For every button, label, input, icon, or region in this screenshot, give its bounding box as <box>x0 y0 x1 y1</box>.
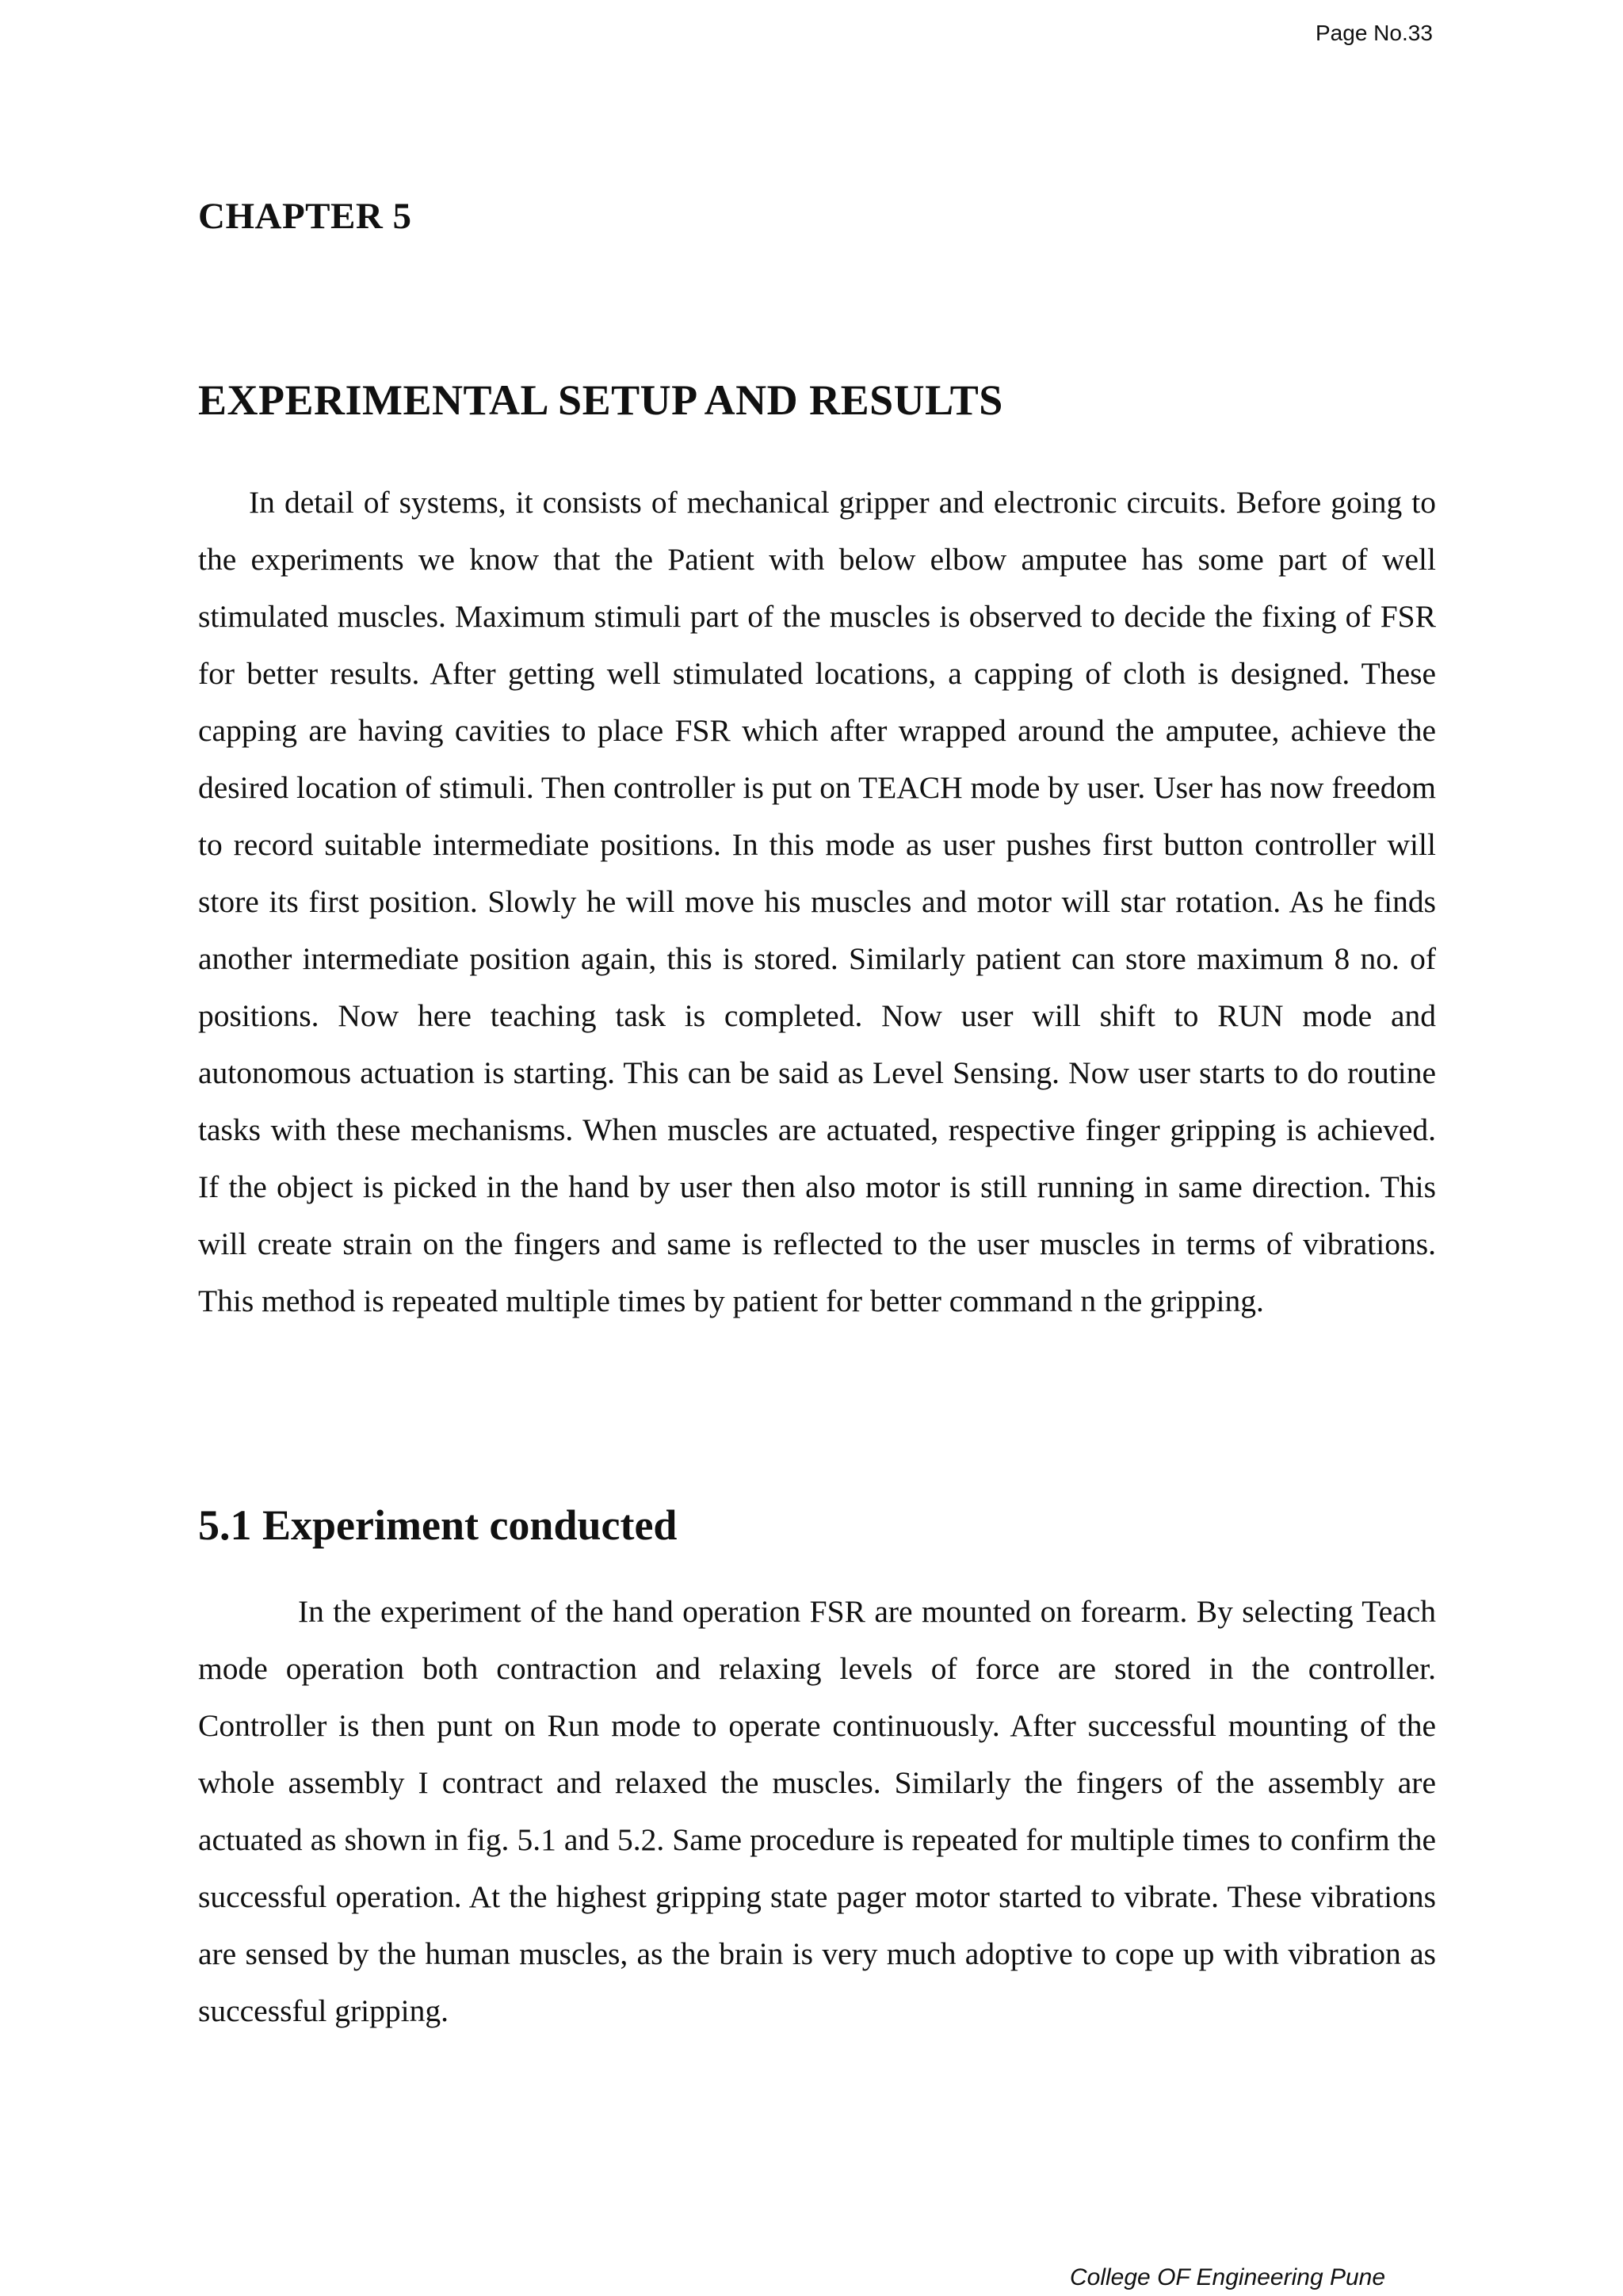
experiment-paragraph: In the experiment of the hand operation FSR are mounted on forearm. By selecting Teach mode operation both contraction and relaxing levels of force are stored in the controller. Controller is then punt on Run mode to operate continuously. After successful mounting of the whole assembly I contract and relaxed the muscles. Similarly the fingers of the assembly are actuated as shown in fig. 5.1 and 5.2. Same procedure is repeated for multiple times to confirm the successful operation. At the highest gripping state pager motor started to vibrate. These vibrations are sensed by the human muscles, as the brain is very much adoptive to cope up with vibration as successful gripping. <box>198 1594 1436 2028</box>
page-number: Page No.33 <box>1316 21 1433 45</box>
intro-paragraph: In detail of systems, it consists of mechanical gripper and electronic circuits. Before going to the experiments we know that the Patient with below elbow amputee has some part of well stimulated muscles. Maximum stimuli part of the muscles is observed to decide the fixing of FSR for better results. After getting well stimulated locations, a capping of cloth is designed. These capping are having cavities to place FSR which after wrapped around the amputee, achieve the desired location of stimuli. Then controller is put on TEACH mode by user. User has now freedom to record suitable intermediate positions. In this mode as user pushes first button controller will store its first position. Slowly he will move his muscles and motor will star rotation. As he finds another intermediate position again, this is stored. Similarly patient can store maximum 8 no. of positions. Now here teaching task is completed. Now user will shift to RUN mode and autonomous actuation is starting. This can be said as Level Sensing. Now user starts to do routine tasks with these mechanisms. When muscles are actuated, respective finger gripping is achieved. If the object is picked in the hand by user then also motor is still running in same direction. This will create strain on the fingers and same is reflected to the user muscles in terms of vibrations. This method is repeated multiple times by patient for better command n the gripping. <box>198 485 1436 1318</box>
chapter-title: EXPERIMENTAL SETUP AND RESULTS <box>198 376 1003 424</box>
section-heading-5-1: 5.1 Experiment conducted <box>198 1501 678 1549</box>
page-footer: College OF Engineering Pune <box>1070 2264 1386 2290</box>
chapter-label: CHAPTER 5 <box>198 196 412 237</box>
